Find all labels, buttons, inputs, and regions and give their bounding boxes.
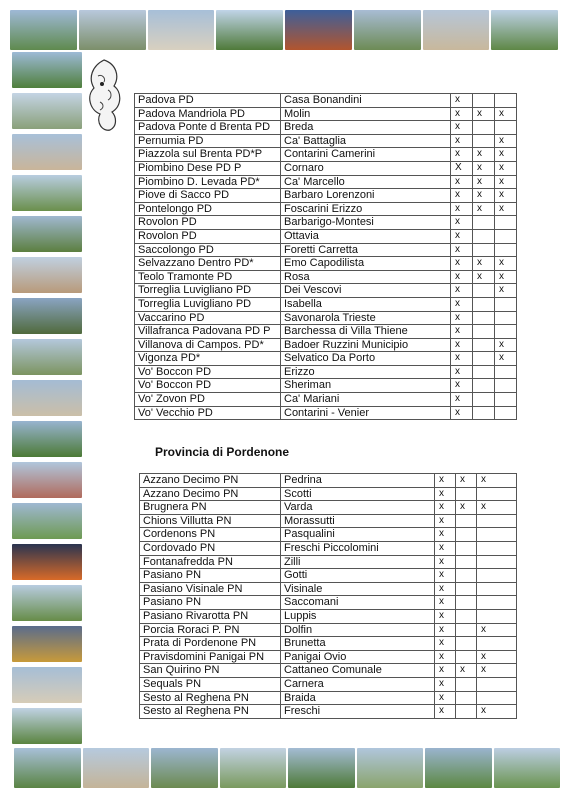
mark-cell: x (456, 474, 477, 488)
table-row (135, 379, 517, 393)
villa-name-cell: Contarini Camerini (281, 148, 451, 162)
pordenone-villas-table (139, 473, 517, 719)
mark-cell: x (495, 148, 517, 162)
villa-photo (354, 10, 421, 50)
mark-cell: x (473, 107, 495, 121)
locality-cell: Piove di Sacco PD (135, 189, 281, 203)
table-row (140, 474, 517, 488)
table-row (135, 107, 517, 121)
villa-photo (83, 748, 150, 788)
villa-photo (12, 503, 82, 539)
mark-cell: x (451, 121, 473, 135)
table-row (135, 270, 517, 284)
table-row (135, 161, 517, 175)
villa-name-cell: Erizzo (281, 365, 451, 379)
locality-cell: Rovolon PD (135, 216, 281, 230)
locality-cell: Pravisdomini Panigai PN (140, 650, 281, 664)
villa-name-cell: Dolfin (281, 623, 435, 637)
mark-cell (477, 541, 517, 555)
mark-cell: x (451, 189, 473, 203)
mark-cell: x (495, 134, 517, 148)
villa-name-cell: Zilli (281, 555, 435, 569)
mark-cell (473, 216, 495, 230)
mark-cell: x (495, 107, 517, 121)
mark-cell: x (473, 148, 495, 162)
villa-name-cell: Ca' Marcello (281, 175, 451, 189)
villa-photo (12, 708, 82, 744)
table-row (135, 229, 517, 243)
villa-photo (12, 626, 82, 662)
table-row (140, 623, 517, 637)
table-row (135, 243, 517, 257)
villa-photo (12, 175, 82, 211)
villa-photo (220, 748, 287, 788)
mark-cell: x (495, 270, 517, 284)
villa-name-cell: Panigai Ovio (281, 650, 435, 664)
mark-cell (456, 677, 477, 691)
mark-cell (473, 229, 495, 243)
table-row (140, 609, 517, 623)
mark-cell (456, 637, 477, 651)
left-photo-strip (12, 52, 82, 744)
villa-photo (148, 10, 215, 50)
mark-cell (456, 596, 477, 610)
mark-cell: x (435, 474, 456, 488)
mark-cell (456, 569, 477, 583)
mark-cell: x (495, 175, 517, 189)
mark-cell: x (473, 175, 495, 189)
mark-cell: x (435, 569, 456, 583)
locality-cell: Padova PD (135, 94, 281, 108)
locality-cell: Villafranca Padovana PD P (135, 325, 281, 339)
locality-cell: Padova Ponte d Brenta PD (135, 121, 281, 135)
mark-cell (477, 569, 517, 583)
mark-cell: x (473, 270, 495, 284)
table-row (140, 528, 517, 542)
locality-cell: Vo' Boccon PD (135, 379, 281, 393)
mark-cell: x (435, 528, 456, 542)
locality-cell: Saccolongo PD (135, 243, 281, 257)
villa-photo (12, 462, 82, 498)
locality-cell: Pontelongo PD (135, 202, 281, 216)
table-row (135, 352, 517, 366)
mark-cell (477, 555, 517, 569)
mark-cell (495, 94, 517, 108)
mark-cell: x (451, 216, 473, 230)
mark-cell: x (451, 393, 473, 407)
mark-cell: x (495, 202, 517, 216)
mark-cell: x (477, 650, 517, 664)
mark-cell: x (435, 650, 456, 664)
mark-cell: x (473, 189, 495, 203)
villa-name-cell: Varda (281, 501, 435, 515)
villa-photo (10, 10, 77, 50)
mark-cell (477, 637, 517, 651)
mark-cell: x (435, 664, 456, 678)
mark-cell (456, 582, 477, 596)
villa-name-cell: Cattaneo Comunale (281, 664, 435, 678)
mark-cell (456, 514, 477, 528)
mark-cell: x (435, 596, 456, 610)
villa-name-cell: Ottavia (281, 229, 451, 243)
mark-cell (495, 325, 517, 339)
mark-cell (477, 609, 517, 623)
mark-cell: x (451, 148, 473, 162)
mark-cell: x (451, 284, 473, 298)
mark-cell (473, 134, 495, 148)
table-row (140, 677, 517, 691)
villa-name-cell: Contarini - Venier (281, 406, 451, 420)
mark-cell: x (451, 352, 473, 366)
locality-cell: Vo' Zovon PD (135, 393, 281, 407)
mark-cell (477, 487, 517, 501)
villa-name-cell: Emo Capodilista (281, 257, 451, 271)
locality-cell: Pasiano Visinale PN (140, 582, 281, 596)
villa-name-cell: Savonarola Trieste (281, 311, 451, 325)
locality-cell: Pasiano Rivarotta PN (140, 609, 281, 623)
villa-name-cell: Carnera (281, 677, 435, 691)
table-row (135, 325, 517, 339)
locality-cell: Prata di Pordenone PN (140, 637, 281, 651)
table-row (135, 406, 517, 420)
mark-cell: x (435, 609, 456, 623)
table-row (135, 365, 517, 379)
mark-cell (473, 352, 495, 366)
locality-cell: Vaccarino PD (135, 311, 281, 325)
villa-name-cell: Selvatico Da Porto (281, 352, 451, 366)
mark-cell: x (435, 555, 456, 569)
table-row (140, 487, 517, 501)
villa-photo (12, 667, 82, 703)
locality-cell: Vo' Boccon PD (135, 365, 281, 379)
mark-cell (495, 243, 517, 257)
mark-cell: x (495, 338, 517, 352)
mark-cell: x (495, 189, 517, 203)
villa-photo (423, 10, 490, 50)
mark-cell: x (435, 691, 456, 705)
villa-name-cell: Molin (281, 107, 451, 121)
locality-cell: Selvazzano Dentro PD* (135, 257, 281, 271)
villa-name-cell: Barbarigo-Montesi (281, 216, 451, 230)
table-row (135, 202, 517, 216)
mark-cell (456, 487, 477, 501)
table-row (140, 705, 517, 719)
mark-cell (477, 514, 517, 528)
mark-cell: x (435, 487, 456, 501)
mark-cell: x (451, 338, 473, 352)
locality-cell: Pasiano PN (140, 569, 281, 583)
mark-cell (495, 216, 517, 230)
villa-name-cell: Sheriman (281, 379, 451, 393)
villa-name-cell: Ca' Battaglia (281, 134, 451, 148)
villa-name-cell: Barbaro Lorenzoni (281, 189, 451, 203)
villa-photo (494, 748, 561, 788)
villa-name-cell: Brunetta (281, 637, 435, 651)
locality-cell: San Quirino PN (140, 664, 281, 678)
villa-photo (12, 421, 82, 457)
mark-cell: x (451, 243, 473, 257)
table-row (140, 541, 517, 555)
mark-cell (456, 705, 477, 719)
table-row (135, 94, 517, 108)
mark-cell: x (435, 541, 456, 555)
mark-cell (477, 677, 517, 691)
mark-cell: x (435, 623, 456, 637)
table-row (135, 393, 517, 407)
villa-name-cell: Saccomani (281, 596, 435, 610)
locality-cell: Azzano Decimo PN (140, 474, 281, 488)
locality-cell: Chions Villutta PN (140, 514, 281, 528)
locality-cell: Vigonza PD* (135, 352, 281, 366)
mark-cell (495, 365, 517, 379)
table-row (140, 637, 517, 651)
locality-cell: Torreglia Luvigliano PD (135, 284, 281, 298)
table-row (135, 284, 517, 298)
section-title-pordenone: Provincia di Pordenone (155, 445, 290, 459)
villa-photo (288, 748, 355, 788)
table-row (135, 189, 517, 203)
mark-cell (456, 650, 477, 664)
villa-photo (12, 544, 82, 580)
locality-cell: Azzano Decimo PN (140, 487, 281, 501)
mark-cell: x (451, 202, 473, 216)
villa-name-cell: Scotti (281, 487, 435, 501)
mark-cell (495, 311, 517, 325)
table-row (135, 257, 517, 271)
mark-cell: x (495, 352, 517, 366)
villa-name-cell: Freschi (281, 705, 435, 719)
mark-cell: x (451, 257, 473, 271)
mark-cell (477, 528, 517, 542)
table-row (135, 311, 517, 325)
mark-cell (477, 596, 517, 610)
mark-cell: x (477, 705, 517, 719)
mark-cell: x (456, 664, 477, 678)
mark-cell (495, 297, 517, 311)
mark-cell: x (435, 705, 456, 719)
mark-cell (473, 94, 495, 108)
villa-name-cell: Isabella (281, 297, 451, 311)
locality-cell: Fontanafredda PN (140, 555, 281, 569)
mark-cell: x (456, 501, 477, 515)
table-row (135, 338, 517, 352)
mark-cell (473, 121, 495, 135)
villa-name-cell: Barchessa di Villa Thiene (281, 325, 451, 339)
table-row (140, 582, 517, 596)
villa-name-cell: Luppis (281, 609, 435, 623)
mark-cell (456, 623, 477, 637)
padova-villas-table (134, 93, 517, 420)
mark-cell (456, 555, 477, 569)
mark-cell: x (451, 297, 473, 311)
mark-cell (473, 284, 495, 298)
mark-cell (473, 365, 495, 379)
mark-cell: x (451, 175, 473, 189)
table-row (135, 134, 517, 148)
mark-cell: x (451, 270, 473, 284)
mark-cell (473, 311, 495, 325)
villa-name-cell: Morassutti (281, 514, 435, 528)
locality-cell: Sesto al Reghena PN (140, 691, 281, 705)
villa-photo (12, 339, 82, 375)
table-row (135, 121, 517, 135)
locality-cell: Pasiano PN (140, 596, 281, 610)
mark-cell: x (451, 379, 473, 393)
villa-photo (12, 216, 82, 252)
locality-cell: Piombino Dese PD P (135, 161, 281, 175)
table-row (140, 555, 517, 569)
locality-cell: Pernumia PD (135, 134, 281, 148)
villa-photo (491, 10, 558, 50)
mark-cell: x (473, 257, 495, 271)
mark-cell (495, 229, 517, 243)
mark-cell: x (435, 582, 456, 596)
table-row (140, 569, 517, 583)
mark-cell: x (451, 406, 473, 420)
mark-cell: x (473, 202, 495, 216)
mark-cell: x (477, 623, 517, 637)
villa-photo (285, 10, 352, 50)
mark-cell: x (477, 501, 517, 515)
villa-name-cell: Gotti (281, 569, 435, 583)
mark-cell (473, 379, 495, 393)
mark-cell (473, 243, 495, 257)
mark-cell (495, 393, 517, 407)
mark-cell (456, 541, 477, 555)
villa-photo (12, 380, 82, 416)
locality-cell: Cordenons PN (140, 528, 281, 542)
mark-cell: X (451, 161, 473, 175)
villa-photo (12, 257, 82, 293)
locality-cell: Vo' Vecchio PD (135, 406, 281, 420)
villa-name-cell: Breda (281, 121, 451, 135)
mark-cell (473, 297, 495, 311)
locality-cell: Rovolon PD (135, 229, 281, 243)
mark-cell (473, 338, 495, 352)
table-row (140, 664, 517, 678)
villa-name-cell: Visinale (281, 582, 435, 596)
table-row (135, 175, 517, 189)
table-row (140, 501, 517, 515)
mark-cell: x (495, 284, 517, 298)
mark-cell (477, 691, 517, 705)
decorative-mask-ornament (82, 56, 128, 136)
mark-cell: x (451, 229, 473, 243)
table-row (140, 514, 517, 528)
villa-name-cell: Foscarini Erizzo (281, 202, 451, 216)
villa-name-cell: Rosa (281, 270, 451, 284)
mark-cell (495, 406, 517, 420)
villa-name-cell: Freschi Piccolomini (281, 541, 435, 555)
villa-name-cell: Pasqualini (281, 528, 435, 542)
villa-name-cell: Foretti Carretta (281, 243, 451, 257)
villa-name-cell: Braida (281, 691, 435, 705)
mark-cell: x (435, 677, 456, 691)
mark-cell: x (435, 514, 456, 528)
villa-photo (12, 298, 82, 334)
locality-cell: Piombino D. Levada PD* (135, 175, 281, 189)
villa-name-cell: Pedrina (281, 474, 435, 488)
villa-photo (216, 10, 283, 50)
locality-cell: Teolo Tramonte PD (135, 270, 281, 284)
table-row (135, 148, 517, 162)
villa-name-cell: Cornaro (281, 161, 451, 175)
villa-name-cell: Casa Bonandini (281, 94, 451, 108)
mark-cell (473, 325, 495, 339)
locality-cell: Porcia Roraci P. PN (140, 623, 281, 637)
mark-cell (456, 691, 477, 705)
locality-cell: Brugnera PN (140, 501, 281, 515)
locality-cell: Torreglia Luvigliano PD (135, 297, 281, 311)
top-photo-strip (10, 10, 558, 50)
mark-cell: x (477, 474, 517, 488)
table-row (135, 297, 517, 311)
villa-photo (151, 748, 218, 788)
villa-photo (357, 748, 424, 788)
mark-cell: x (495, 257, 517, 271)
mark-cell: x (435, 637, 456, 651)
mark-cell: x (477, 664, 517, 678)
mark-cell: x (451, 134, 473, 148)
mark-cell (456, 528, 477, 542)
mark-cell: x (451, 311, 473, 325)
locality-cell: Padova Mandriola PD (135, 107, 281, 121)
mark-cell: x (495, 161, 517, 175)
villa-photo (12, 93, 82, 129)
mark-cell (495, 121, 517, 135)
locality-cell: Cordovado PN (140, 541, 281, 555)
villa-photo (12, 134, 82, 170)
mark-cell: x (451, 365, 473, 379)
table-row (140, 691, 517, 705)
mark-cell: x (435, 501, 456, 515)
bottom-photo-strip (14, 748, 560, 788)
mark-cell: x (451, 107, 473, 121)
villa-name-cell: Badoer Ruzzini Municipio (281, 338, 451, 352)
locality-cell: Sequals PN (140, 677, 281, 691)
mark-cell: x (473, 161, 495, 175)
mark-cell: x (451, 94, 473, 108)
mark-cell: x (451, 325, 473, 339)
table-row (135, 216, 517, 230)
table-row (140, 596, 517, 610)
villa-photo (12, 585, 82, 621)
villa-name-cell: Dei Vescovi (281, 284, 451, 298)
villa-photo (14, 748, 81, 788)
table-row (140, 650, 517, 664)
villa-name-cell: Ca' Mariani (281, 393, 451, 407)
mark-cell (473, 393, 495, 407)
villa-photo (425, 748, 492, 788)
mark-cell (495, 379, 517, 393)
villa-photo (79, 10, 146, 50)
mark-cell (477, 582, 517, 596)
mark-cell (473, 406, 495, 420)
locality-cell: Sesto al Reghena PN (140, 705, 281, 719)
villa-photo (12, 52, 82, 88)
locality-cell: Villanova di Campos. PD* (135, 338, 281, 352)
mark-cell (456, 609, 477, 623)
locality-cell: Piazzola sul Brenta PD*P (135, 148, 281, 162)
